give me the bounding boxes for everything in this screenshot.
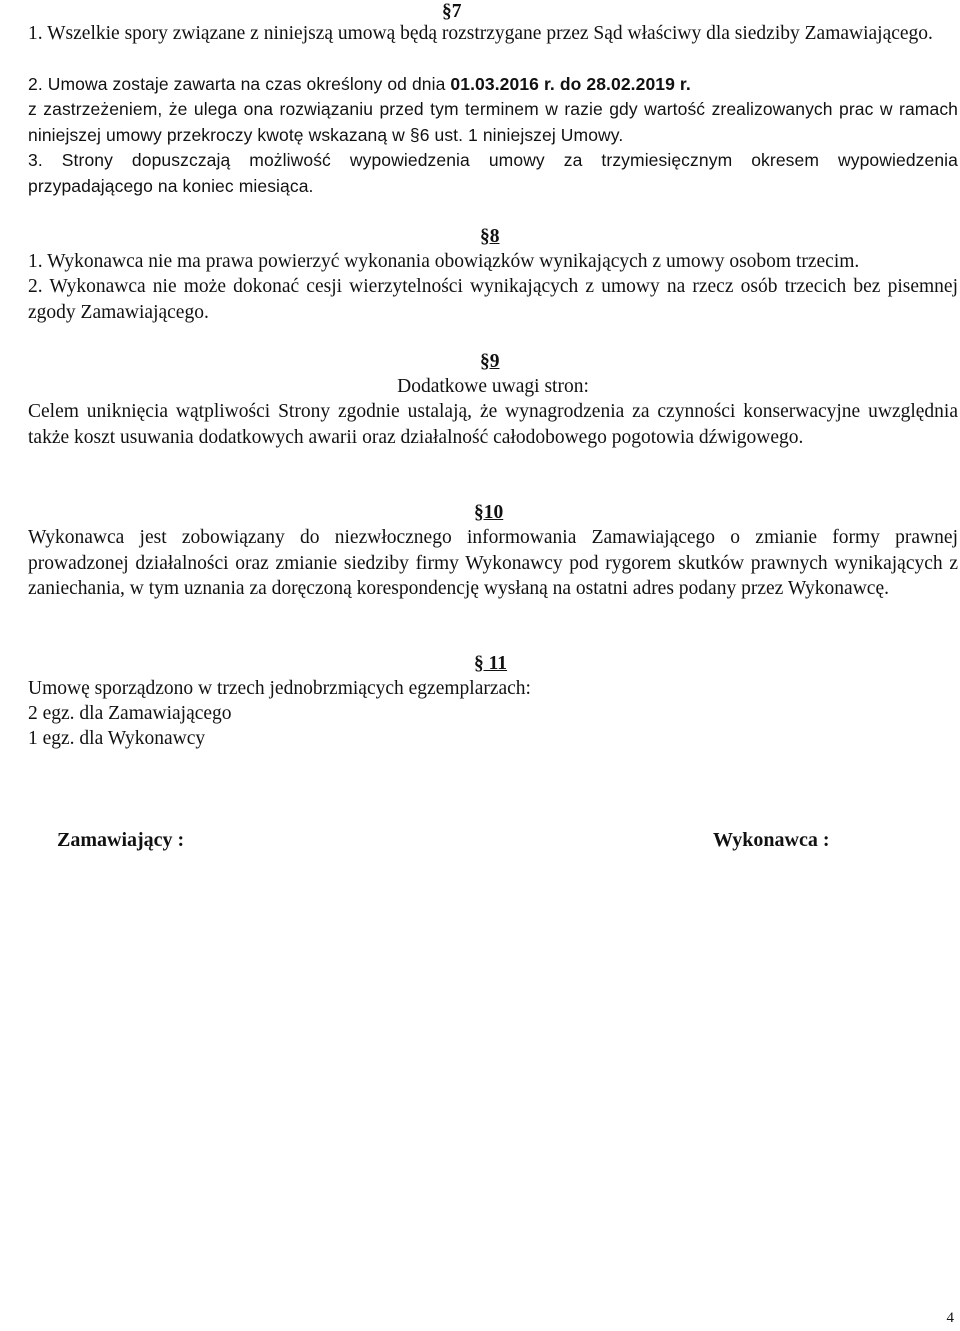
section-8-item-1: 1. Wykonawca nie ma prawa powierzyć wykonania obowiązków wynikających z umowy osobom trzecim. [28,251,860,272]
section-11-line-1: Umowę sporządzono w trzech jednobrzmiących egzemplarzach: [28,678,531,699]
section-8-heading: §8 [480,226,500,247]
section-7-item-2-dates: 01.03.2016 r. do 28.02.2019 r. [450,74,691,94]
section-7-item-2 [28,72,958,98]
signature-label-orderer: Zamawiający : [57,829,185,851]
section-9-subheading: Dodatkowe uwagi stron: [397,376,589,397]
section-7-heading: §7 [442,1,462,22]
page-number: 4 [946,1310,954,1326]
section-9-text: Celem uniknięcia wątpliwości Strony zgodnie ustalają, że wynagrodzenia za czynności konserwacyjne uwzględnia także koszt usuwania dodatkowych awarii oraz działalność całodobowego pogotowia dźwigowego. [28,401,958,448]
section-11-heading: § 11 [474,653,508,674]
section-7-item-1: 1. Wszelkie spory związane z niniejszą umową będą rozstrzygane przez Sąd właściwy dla siedziby Zamawiającego. [28,23,933,44]
section-7-item-3: 3. Strony dopuszczają możliwość wypowiedzenia umowy za trzymiesięcznym okresem wypowiedzenia przypadającego na koniec miesiąca. [28,150,958,196]
section-9-heading: §9 [480,351,500,372]
section-7-item-2-continuation: z zastrzeżeniem, że ulega ona rozwiązaniu przed tym terminem w razie gdy wartość zrealizowanych prac w ramach niniejszej umowy przekroczy kwotę wskazaną w §6 ust. 1 niniejszej Umowy. [28,99,958,145]
section-10-text: Wykonawca jest zobowiązany do niezwłocznego informowania Zamawiającego o zmianie formy prawnej prowadzonej działalności oraz zmianie siedziby firmy Wykonawcy pod rygorem skutków prawnych wynikających z zaniechania, w tym uznania za doręczoną korespondencję wysłaną na ostatni adres podany przez Wykonawcę. [28,527,958,599]
section-11-line-3: 1 egz. dla Wykonawcy [28,728,206,749]
section-7-item-2-text: 2. Umowa zostaje zawarta na czas określony od dnia [28,74,451,94]
section-8-item-2: 2. Wykonawca nie może dokonać cesji wierzytelności wynikających z umowy na rzecz osób trzecich bez pisemnej zgody Zamawiającego. [28,276,958,323]
signature-label-contractor: Wykonawca : [713,829,830,851]
section-11-line-2: 2 egz. dla Zamawiającego [28,703,232,724]
section-10-heading: §10 [474,502,504,523]
